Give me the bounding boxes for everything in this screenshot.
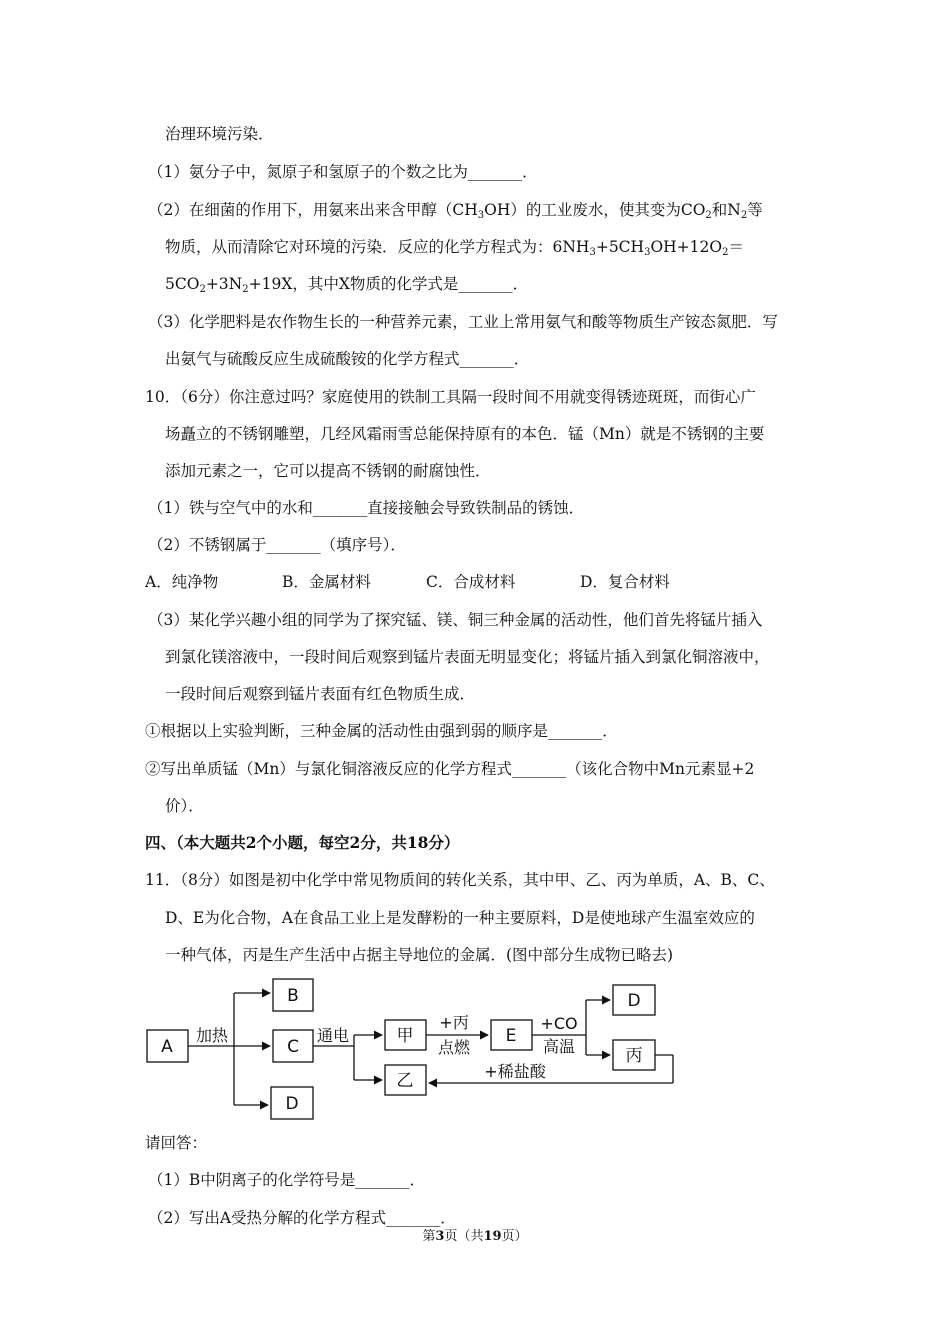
text-line: D、E为化合物，A在食品工业上是发酵粉的一种主要原料，D是使地球产生温室效应的 [165, 909, 755, 927]
sub-question-2: ②写出单质锰（Mn）与氯化铜溶液反应的化学方程式_______（该化合物中Mn元素显+2 [145, 760, 755, 778]
electrolysis-label: 通电 [316, 1026, 350, 1045]
ignite-label: 点燃 [437, 1038, 471, 1057]
box-a-label: A [161, 1037, 173, 1057]
high-temp-label: 高温 [542, 1037, 576, 1056]
question-11-2: （2）写出A受热分解的化学方程式_______． [148, 1209, 456, 1227]
question-9-3: （3）化学肥料是农作物生长的一种营养元素，工业上常用氨气和酸等物质生产铵态氮肥．写 [148, 313, 778, 331]
question-9-2: （2）在细菌的作用下，用氨来出来含甲醇$(CH_3OH)$的工业废水，使其变为$CO_2$和$N_2$等 [148, 201, 763, 221]
text-line: 一种气体，丙是生产生活中占据主导地位的金属．(图中部分生成物已略去) [165, 946, 674, 964]
question-10: 10．（6分）你注意过吗？家庭使用的铁制工具隔一段时间不用就变得锈迹斑斑，而街心广 [145, 388, 756, 406]
question-11-1: （1）B中阴离子的化学符号是_______． [148, 1171, 426, 1189]
question-10-3: （3）某化学兴趣小组的同学为了探究锰、镁、铜三种金属的活动性，他们首先将锰片插入 [148, 611, 763, 629]
question-11: 11．（8分）如图是初中化学中常见物质间的转化关系，其中甲、乙、丙为单质，A、B、C、 [145, 871, 775, 889]
section-heading: 四、（本大题共2个小题，每空2分，共18分） [145, 833, 460, 852]
text-line: 场矗立的不锈钢雕塑，几经风霜雨雪总能保持原有的本色．锰（Mn）就是不锈钢的主要 [165, 425, 765, 443]
box-e-label: E [505, 1026, 517, 1046]
text-line: 到氯化镁溶液中，一段时间后观察到锰片表面无明显变化；将锰片插入到氯化铜溶液中， [165, 648, 770, 666]
text-line: 价）． [165, 797, 204, 815]
conversion-diagram [140, 975, 680, 1125]
heat-label: 加热 [195, 1026, 229, 1045]
box-c-label: C [287, 1037, 299, 1057]
option-a: A．纯净物 [145, 573, 219, 591]
question-10-1: （1）铁与空气中的水和_______直接接触会导致铁制品的锈蚀． [148, 499, 585, 517]
text-line: 出氨气与硫酸反应生成硫酸铵的化学方程式_______． [165, 350, 530, 368]
please-answer: 请回答： [145, 1134, 208, 1152]
box-d-right-label: D [627, 991, 641, 1011]
box-jia-label: 甲 [396, 1026, 414, 1046]
box-b-label: B [287, 986, 299, 1006]
box-d-lower-label: D [285, 1094, 299, 1114]
question-9-1: （1）氨分子中，氮原子和氢原子的个数之比为_______． [148, 163, 538, 181]
box-yi-label: 乙 [396, 1071, 414, 1091]
box-bing-label: 丙 [625, 1046, 643, 1066]
plus-co-label: +CO [540, 1014, 578, 1033]
text-line: 治理环境污染． [165, 125, 274, 143]
text-line: 物质，从而清除它对环境的污染．反应的化学方程式为：$6NH_3+5CH_3OH+12O_2=$ [165, 238, 744, 258]
text-line: 添加元素之一，它可以提高不锈钢的耐腐蚀性． [165, 462, 491, 480]
question-10-2: （2）不锈钢属于_______（填序号）． [148, 536, 406, 554]
dilute-hcl-label: +稀盐酸 [484, 1062, 546, 1081]
option-b: B．金属材料 [282, 573, 371, 591]
text-line: 一段时间后观察到锰片表面有红色物质生成． [165, 685, 476, 703]
option-d: D．复合材料 [580, 573, 670, 591]
page-footer: 第3页（共19页） [422, 1229, 528, 1244]
text-line: $5CO_2+3N_2+19X$，其中X物质的化学式是_______． [165, 275, 529, 295]
option-c: C．合成材料 [426, 573, 516, 591]
sub-question-1: ①根据以上实验判断，三种金属的活动性由强到弱的顺序是_______． [145, 722, 618, 740]
plus-bing-label: +丙 [439, 1013, 469, 1032]
